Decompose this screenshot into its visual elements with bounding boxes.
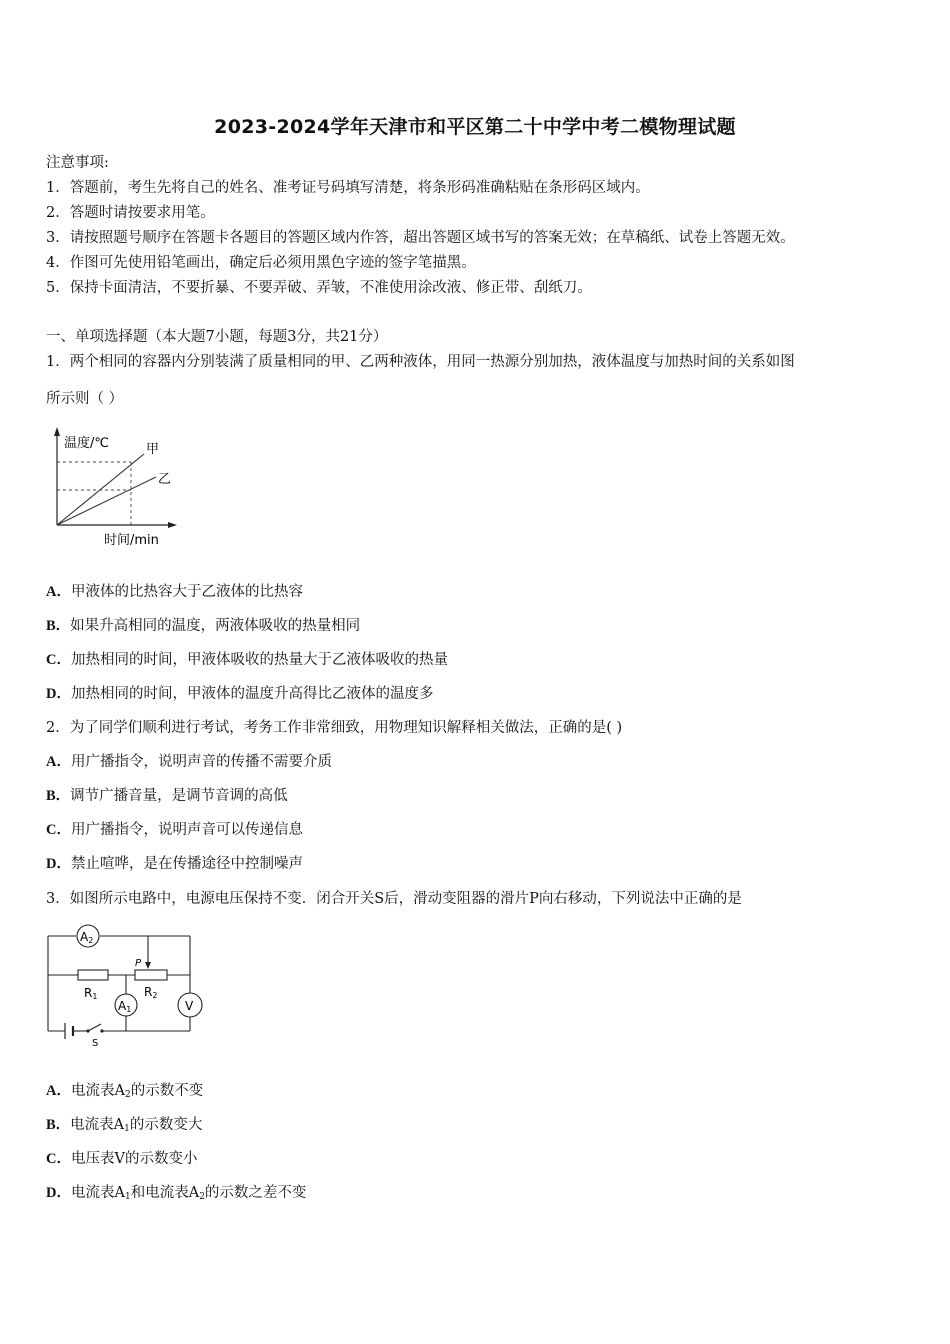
notice-item-2: 2．答题时请按要求用笔。 <box>46 205 215 221</box>
q3-option-a: A．电流表$A_2$的示数不变 <box>46 1083 204 1100</box>
y-axis-arrow <box>54 427 60 436</box>
q1-option-d: D．加热相同的时间，甲液体的温度升高得比乙液体的温度多 <box>46 686 434 702</box>
notice-heading: 注意事项: <box>46 155 109 171</box>
svg-text:R2 <box>144 985 157 1000</box>
svg-text:R1 <box>84 986 97 1001</box>
q1-stem-line1: 1．两个相同的容器内分别装满了质量相同的甲、乙两种液体，用同一热源分别加热，液体温度与加热时间的关系如图 <box>46 354 795 370</box>
r2-label: R <box>144 985 153 999</box>
s-label: S <box>92 1038 99 1049</box>
a1-subscript: 1 <box>126 1005 132 1014</box>
rheostat-r2 <box>135 970 167 980</box>
q2-option-d: D．禁止喧哗，是在传播途径中控制噪声 <box>46 856 303 872</box>
resistor-r1 <box>78 970 108 980</box>
q1-stem-line2: 所示则（ ） <box>46 391 124 407</box>
q3-option-d: D．电流表$A_1$和电流表$A_2$的示数之差不变 <box>46 1185 307 1202</box>
q3-option-c: C．电压表V的示数变小 <box>46 1151 198 1167</box>
r1-subscript: 1 <box>92 992 98 1001</box>
notice-item-3: 3．请按照题号顺序在答题卡各题目的答题区域内作答，超出答题区域书写的答案无效；在草稿纸、试卷上答题无效。 <box>46 230 795 246</box>
q1-option-a: A．甲液体的比热容大于乙液体的比热容 <box>46 584 303 600</box>
y-axis-label: 温度/℃ <box>64 436 109 451</box>
a2-subscript: 2 <box>88 936 94 945</box>
q1-temperature-time-graph <box>44 424 184 552</box>
p-label: P <box>135 958 142 969</box>
q2-stem: 2．为了同学们顺利进行考试，考务工作非常细致，用物理知识解释相关做法，正确的是( ) <box>46 720 623 736</box>
q1-option-c: C．加热相同的时间，甲液体吸收的热量大于乙液体吸收的热量 <box>46 652 448 668</box>
q1-option-b: B．如果升高相同的温度，两液体吸收的热量相同 <box>46 618 361 634</box>
q2-option-c: C．用广播指令，说明声音可以传递信息 <box>46 822 303 838</box>
page-title: 2023-2024学年天津市和平区第二十中学中考二模物理试题 <box>214 116 736 138</box>
notice-item-1: 1．答题前，考生先将自己的姓名、准考证号码填写清楚，将条形码准确粘贴在条形码区域内。 <box>46 180 650 196</box>
q3-stem: 3．如图所示电路中，电源电压保持不变．闭合开关S后，滑动变阻器的滑片P向右移动，下列说法中正确的是 <box>46 891 742 907</box>
line-yi-label: 乙 <box>158 472 172 487</box>
q2-option-b: B．调节广播音量，是调节音调的高低 <box>46 788 288 804</box>
v-label: V <box>185 999 194 1013</box>
r1-label: R <box>84 986 93 1000</box>
r2-subscript: 2 <box>152 991 158 1000</box>
slider-p-arrow <box>145 962 151 969</box>
q2-option-a: A．用广播指令，说明声音的传播不需要介质 <box>46 754 332 770</box>
x-axis-arrow <box>168 522 177 528</box>
a1-label: A <box>118 999 127 1013</box>
x-axis-label: 时间/min <box>104 533 159 548</box>
notice-item-5: 5．保持卡面清洁，不要折暴、不要弄破、弄皱，不准使用涂改液、修正带、刮纸刀。 <box>46 280 592 296</box>
q3-circuit-diagram <box>40 922 210 1050</box>
switch-blade <box>88 1024 101 1031</box>
notice-item-4: 4．作图可先使用铅笔画出，确定后必须用黑色字迹的签字笔描黑。 <box>46 255 476 271</box>
q3-option-b: B．电流表$A_1$的示数变大 <box>46 1117 203 1134</box>
section-heading: 一、单项选择题（本大题7小题，每题3分，共21分） <box>46 329 388 345</box>
a2-label: A <box>80 930 89 944</box>
line-jia-label: 甲 <box>146 442 160 457</box>
